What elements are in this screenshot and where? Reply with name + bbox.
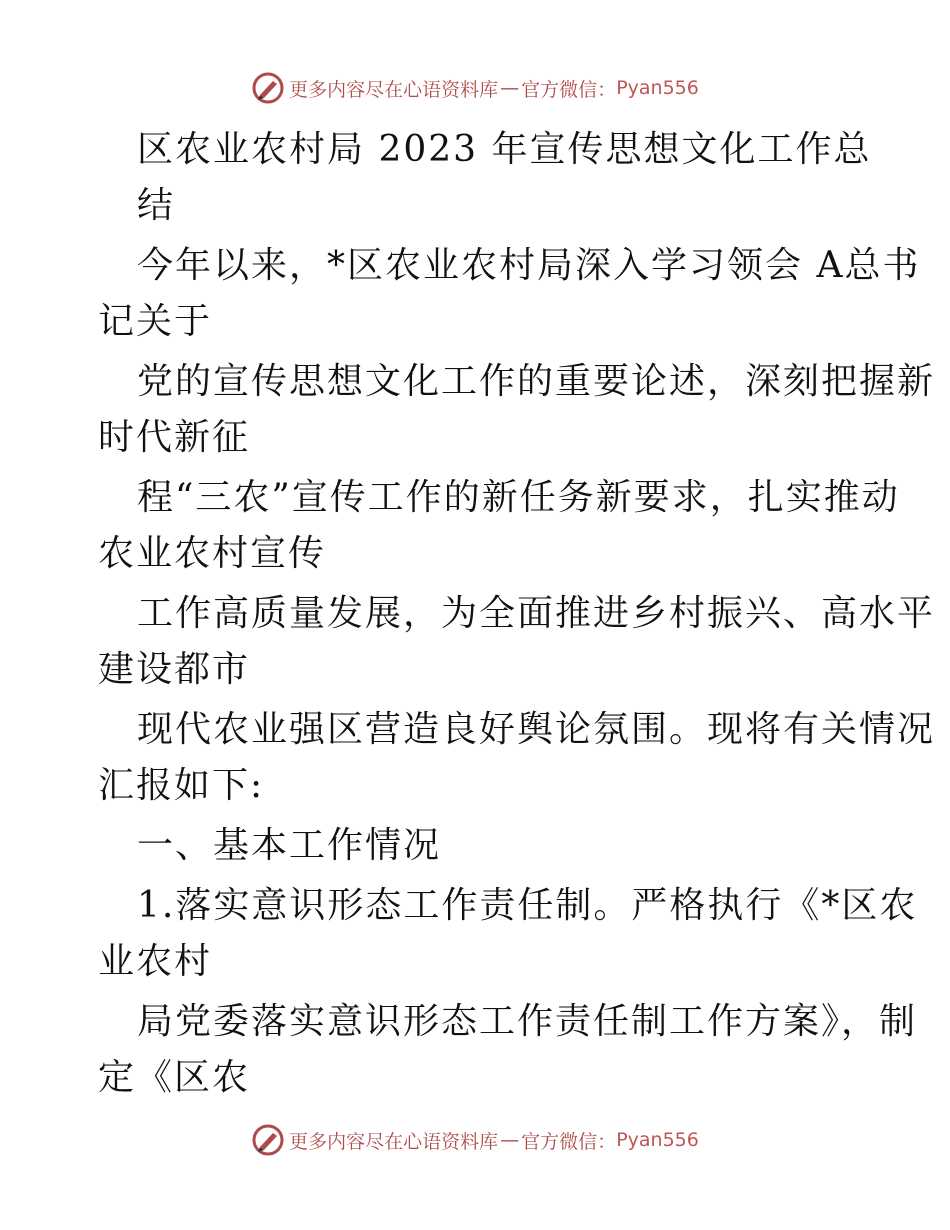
doc-text-line: 局党委落实意识形态工作责任制工作方案》，制 [137, 1001, 918, 1042]
banner-wechat-label: 官方微信： [521, 78, 617, 101]
banner-wechat-label: 官方微信： [521, 1130, 617, 1153]
doc-text-line: 汇报如下: [98, 765, 265, 806]
doc-text-line: 程“三农”宣传工作的新任务新要求，扎实推动 [137, 477, 900, 518]
doc-text-line: 记关于 [98, 301, 213, 342]
banner-wechat-id: Pyan556 [616, 1129, 699, 1151]
banner-site-text: 更多内容尽在心语资料库 [289, 78, 499, 101]
doc-text-line: 时代新征 [98, 417, 251, 458]
header-watermark-banner [0, 68, 950, 108]
pen-logo-icon [251, 1123, 285, 1157]
doc-text-line: 1.落实意识形态工作责任制。严格执行《*区农 [137, 885, 918, 926]
doc-title-line-2: 结 [137, 185, 176, 226]
footer-watermark-banner [0, 1120, 950, 1160]
doc-text-line: 定《区农 [98, 1057, 251, 1098]
section-heading: 一、基本工作情况 [137, 825, 442, 866]
banner-wechat-id: Pyan556 [616, 77, 699, 99]
doc-title-line-1: 区农业农村局 2023 年宣传思想文化工作总 [137, 129, 872, 170]
pen-logo-icon [251, 71, 285, 105]
doc-text-line: 工作高质量发展，为全面推进乡村振兴、高水平 [137, 593, 936, 634]
doc-text-line: 今年以来，*区农业农村局深入学习领会 A总书 [137, 245, 921, 286]
banner-site-text: 更多内容尽在心语资料库 [289, 1130, 499, 1153]
banner-separator: — [500, 77, 520, 99]
doc-text-line: 建设都市 [98, 649, 251, 690]
doc-text-line: 党的宣传思想文化工作的重要论述，深刻把握新 [137, 361, 936, 402]
banner-separator: — [500, 1129, 520, 1151]
doc-text-line: 现代农业强区营造良好舆论氛围。现将有关情况 [137, 709, 936, 750]
doc-text-line: 农业农村宣传 [98, 533, 327, 574]
doc-text-line: 业农村 [98, 941, 213, 982]
